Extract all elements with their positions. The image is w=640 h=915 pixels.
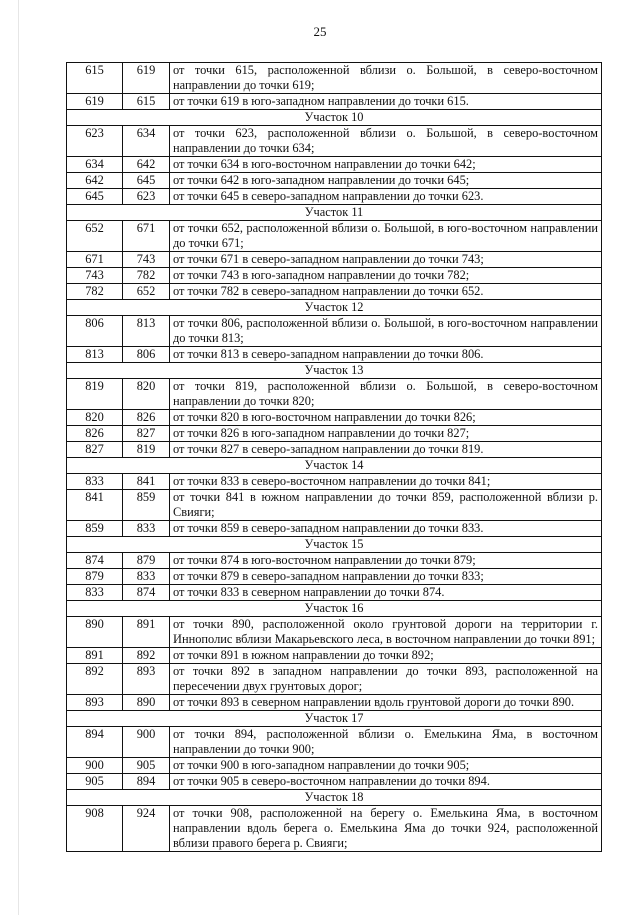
from-point-cell: 890 [67, 617, 123, 648]
table-row [67, 569, 602, 585]
from-point-cell: 623 [67, 126, 123, 157]
table-row [67, 426, 602, 442]
section-header-row [67, 363, 602, 379]
to-point-cell: 890 [123, 695, 170, 711]
to-point-cell: 879 [123, 553, 170, 569]
table-row [67, 648, 602, 664]
from-point-cell: 874 [67, 553, 123, 569]
table-row [67, 63, 602, 94]
to-point-cell: 623 [123, 189, 170, 205]
section-header-row [67, 711, 602, 727]
table-row [67, 316, 602, 347]
to-point-cell: 652 [123, 284, 170, 300]
direction-description-cell: от точки 826 в юго-западном направлении до точки 827; [170, 426, 602, 442]
from-point-cell: 859 [67, 521, 123, 537]
from-point-cell: 806 [67, 316, 123, 347]
table-row [67, 695, 602, 711]
direction-description-cell: от точки 891 в южном направлении до точки 892; [170, 648, 602, 664]
table-row [67, 379, 602, 410]
direction-description-cell: от точки 905 в северо-восточном направлении до точки 894. [170, 774, 602, 790]
from-point-cell: 671 [67, 252, 123, 268]
boundary-table-body [67, 63, 602, 852]
section-header-row [67, 458, 602, 474]
to-point-cell: 642 [123, 157, 170, 173]
table-row [67, 252, 602, 268]
page-number: 25 [313, 24, 327, 39]
to-point-cell: 671 [123, 221, 170, 252]
direction-description-cell: от точки 890, расположенной около грунтовой дороги на территории г. Иннополис вблизи Макарьевского леса, в восточном направлении до точки 891; [170, 617, 602, 648]
direction-description-cell: от точки 859 в северо-западном направлении до точки 833. [170, 521, 602, 537]
table-row [67, 442, 602, 458]
from-point-cell: 900 [67, 758, 123, 774]
from-point-cell: 891 [67, 648, 123, 664]
section-title: Участок 18 [67, 790, 602, 806]
table-row [67, 585, 602, 601]
table-row [67, 410, 602, 426]
from-point-cell: 905 [67, 774, 123, 790]
from-point-cell: 615 [67, 63, 123, 94]
direction-description-cell: от точки 833 в северном направлении до точки 874. [170, 585, 602, 601]
to-point-cell: 827 [123, 426, 170, 442]
table-row [67, 553, 602, 569]
direction-description-cell: от точки 645 в северо-западном направлении до точки 623. [170, 189, 602, 205]
from-point-cell: 813 [67, 347, 123, 363]
table-row [67, 157, 602, 173]
direction-description-cell: от точки 619 в юго-западном направлении до точки 615. [170, 94, 602, 110]
table-row [67, 774, 602, 790]
to-point-cell: 819 [123, 442, 170, 458]
direction-description-cell: от точки 652, расположенной вблизи о. Большой, в юго-восточном направлении до точки 671; [170, 221, 602, 252]
direction-description-cell: от точки 893 в северном направлении вдоль грунтовой дороги до точки 890. [170, 695, 602, 711]
to-point-cell: 841 [123, 474, 170, 490]
direction-description-cell: от точки 874 в юго-восточном направлении до точки 879; [170, 553, 602, 569]
section-title: Участок 14 [67, 458, 602, 474]
table-row [67, 347, 602, 363]
from-point-cell: 833 [67, 585, 123, 601]
to-point-cell: 893 [123, 664, 170, 695]
to-point-cell: 782 [123, 268, 170, 284]
to-point-cell: 894 [123, 774, 170, 790]
to-point-cell: 859 [123, 490, 170, 521]
direction-description-cell: от точки 743 в юго-западном направлении до точки 782; [170, 268, 602, 284]
from-point-cell: 908 [67, 806, 123, 852]
boundary-table [66, 62, 602, 852]
to-point-cell: 820 [123, 379, 170, 410]
direction-description-cell: от точки 642 в юго-западном направлении до точки 645; [170, 173, 602, 189]
direction-description-cell: от точки 908, расположенной на берегу о. Емелькина Яма, в восточном направлении вдоль берега о. Емелькина Яма до точки 924, расположенной вблизи правого берега р. Свияги; [170, 806, 602, 852]
direction-description-cell: от точки 900 в юго-западном направлении до точки 905; [170, 758, 602, 774]
to-point-cell: 634 [123, 126, 170, 157]
table-row [67, 173, 602, 189]
section-title: Участок 15 [67, 537, 602, 553]
table-row [67, 758, 602, 774]
from-point-cell: 819 [67, 379, 123, 410]
direction-description-cell: от точки 841 в южном направлении до точки 859, расположенной вблизи р. Свияги; [170, 490, 602, 521]
table-row [67, 94, 602, 110]
section-header-row [67, 601, 602, 617]
section-header-row [67, 300, 602, 316]
table-row [67, 664, 602, 695]
from-point-cell: 841 [67, 490, 123, 521]
from-point-cell: 820 [67, 410, 123, 426]
from-point-cell: 827 [67, 442, 123, 458]
table-row [67, 617, 602, 648]
from-point-cell: 893 [67, 695, 123, 711]
from-point-cell: 782 [67, 284, 123, 300]
from-point-cell: 826 [67, 426, 123, 442]
to-point-cell: 892 [123, 648, 170, 664]
direction-description-cell: от точки 671 в северо-западном направлении до точки 743; [170, 252, 602, 268]
section-title: Участок 17 [67, 711, 602, 727]
section-title: Участок 13 [67, 363, 602, 379]
section-title: Участок 12 [67, 300, 602, 316]
direction-description-cell: от точки 894, расположенной вблизи о. Емелькина Яма, в восточном направлении до точки 900; [170, 727, 602, 758]
direction-description-cell: от точки 820 в юго-восточном направлении до точки 826; [170, 410, 602, 426]
section-header-row [67, 790, 602, 806]
from-point-cell: 652 [67, 221, 123, 252]
table-row [67, 727, 602, 758]
to-point-cell: 645 [123, 173, 170, 189]
section-header-row [67, 110, 602, 126]
to-point-cell: 924 [123, 806, 170, 852]
section-header-row [67, 205, 602, 221]
from-point-cell: 634 [67, 157, 123, 173]
from-point-cell: 645 [67, 189, 123, 205]
to-point-cell: 826 [123, 410, 170, 426]
direction-description-cell: от точки 819, расположенной вблизи о. Большой, в северо-восточном направлении до точки 820; [170, 379, 602, 410]
scan-margin-line [18, 0, 19, 915]
from-point-cell: 879 [67, 569, 123, 585]
direction-description-cell: от точки 806, расположенной вблизи о. Большой, в юго-восточном направлении до точки 813; [170, 316, 602, 347]
from-point-cell: 833 [67, 474, 123, 490]
from-point-cell: 894 [67, 727, 123, 758]
to-point-cell: 743 [123, 252, 170, 268]
table-row [67, 521, 602, 537]
direction-description-cell: от точки 623, расположенной вблизи о. Большой, в северо-восточном направлении до точки 634; [170, 126, 602, 157]
table-row [67, 490, 602, 521]
table-row [67, 806, 602, 852]
to-point-cell: 900 [123, 727, 170, 758]
to-point-cell: 905 [123, 758, 170, 774]
direction-description-cell: от точки 813 в северо-западном направлении до точки 806. [170, 347, 602, 363]
to-point-cell: 833 [123, 521, 170, 537]
direction-description-cell: от точки 782 в северо-западном направлении до точки 652. [170, 284, 602, 300]
direction-description-cell: от точки 615, расположенной вблизи о. Большой, в северо-восточном направлении до точки 619; [170, 63, 602, 94]
section-header-row [67, 537, 602, 553]
table-row [67, 221, 602, 252]
table-row [67, 268, 602, 284]
direction-description-cell: от точки 833 в северо-восточном направлении до точки 841; [170, 474, 602, 490]
table-row [67, 474, 602, 490]
section-title: Участок 10 [67, 110, 602, 126]
direction-description-cell: от точки 827 в северо-западном направлении до точки 819. [170, 442, 602, 458]
table-row [67, 126, 602, 157]
to-point-cell: 833 [123, 569, 170, 585]
direction-description-cell: от точки 892 в западном направлении до точки 893, расположенной на пересечении двух грунтовых дорог; [170, 664, 602, 695]
to-point-cell: 619 [123, 63, 170, 94]
from-point-cell: 743 [67, 268, 123, 284]
from-point-cell: 619 [67, 94, 123, 110]
table-row [67, 189, 602, 205]
to-point-cell: 874 [123, 585, 170, 601]
to-point-cell: 615 [123, 94, 170, 110]
to-point-cell: 806 [123, 347, 170, 363]
from-point-cell: 642 [67, 173, 123, 189]
to-point-cell: 813 [123, 316, 170, 347]
section-title: Участок 16 [67, 601, 602, 617]
table-row [67, 284, 602, 300]
from-point-cell: 892 [67, 664, 123, 695]
direction-description-cell: от точки 634 в юго-восточном направлении до точки 642; [170, 157, 602, 173]
direction-description-cell: от точки 879 в северо-западном направлении до точки 833; [170, 569, 602, 585]
section-title: Участок 11 [67, 205, 602, 221]
to-point-cell: 891 [123, 617, 170, 648]
